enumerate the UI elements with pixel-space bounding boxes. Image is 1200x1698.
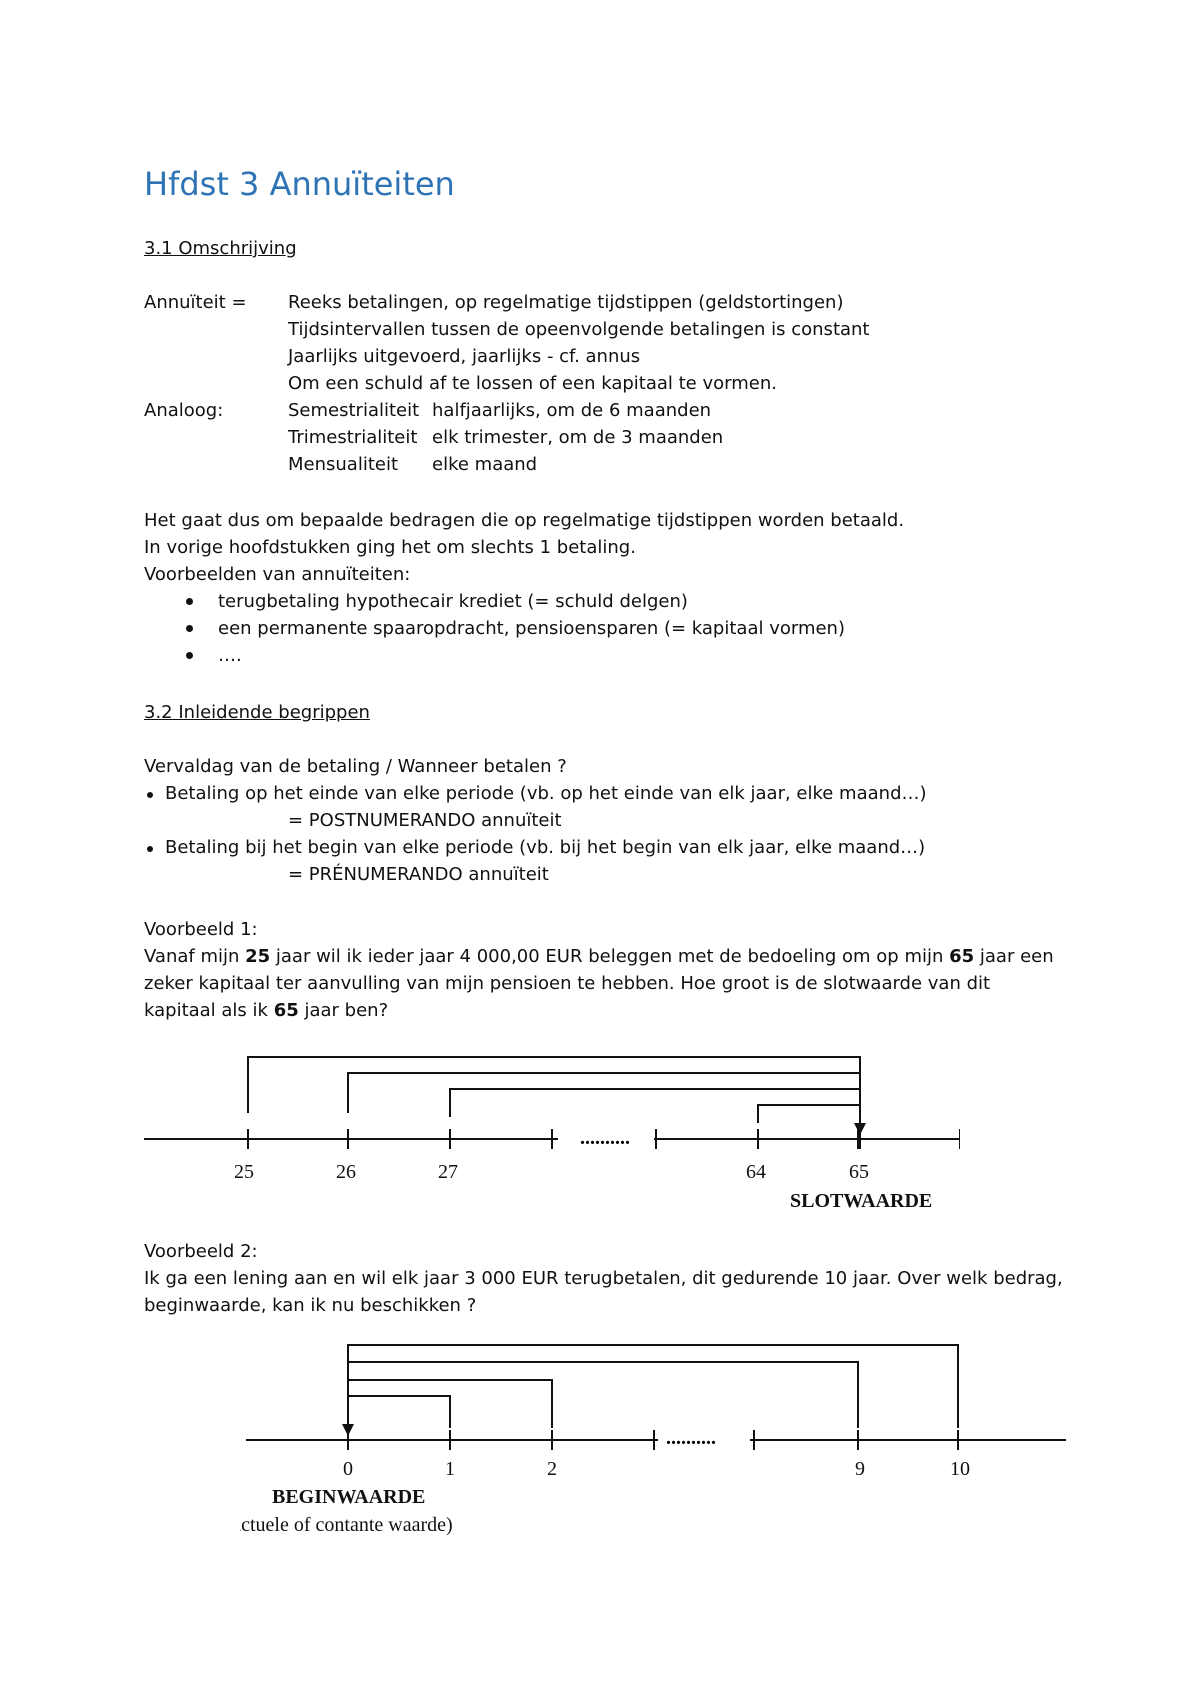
tick-label: 1 xyxy=(445,1458,455,1480)
payment-bracket xyxy=(348,1396,450,1428)
example-text: Vanaf mijn 25 jaar wil ik ieder jaar 4 000,00 EUR beleggen met de bedoeling om op mijn 65 jaar een xyxy=(144,946,1054,967)
example-label: Voorbeeld 1: xyxy=(144,919,258,940)
analog-name: Semestrialiteit xyxy=(288,400,420,421)
example-text: beginwaarde, kan ik nu beschikken ? xyxy=(144,1295,477,1316)
definition-line-4: Om een schuld af te lossen of een kapitaal te vormen. xyxy=(288,373,777,394)
example-text: kapitaal als ik 65 jaar ben? xyxy=(144,1000,389,1021)
annuity-term: Annuïteit = xyxy=(144,292,247,313)
timeline-diagram-beginwaarde xyxy=(240,1340,1070,1544)
list-item: …. xyxy=(218,645,242,666)
payment-bracket xyxy=(248,1057,860,1127)
bullet-icon xyxy=(186,652,193,659)
section-heading-3-2: 3.2 Inleidende begrippen xyxy=(144,702,370,723)
example-label: Voorbeeld 2: xyxy=(144,1241,258,1262)
tick-label: 10 xyxy=(950,1458,970,1480)
question: Vervaldag van de betaling / Wanneer betalen ? xyxy=(144,756,567,777)
timeline-diagram-slotwaarde xyxy=(140,1025,960,1234)
payment-bracket xyxy=(450,1089,860,1117)
ellipsis-dots: .......... xyxy=(666,1427,716,1449)
tick-label: 26 xyxy=(336,1161,356,1183)
definition-eq: = PRÉNUMERANDO annuïteit xyxy=(288,864,549,885)
analog-desc: elke maand xyxy=(432,454,538,475)
payment-bracket xyxy=(348,1073,860,1113)
example-text: zeker kapitaal ter aanvulling van mijn pensioen te hebben. Hoe groot is de slotwaarde van dit xyxy=(144,973,991,994)
payment-bracket xyxy=(758,1105,860,1123)
bullet-icon xyxy=(147,846,153,852)
analog-name: Trimestrialiteit xyxy=(288,427,418,448)
bullet-icon xyxy=(186,625,193,632)
tick-label: 27 xyxy=(438,1161,458,1183)
analog-name: Mensualiteit xyxy=(288,454,399,475)
tick-label: 9 xyxy=(855,1458,865,1480)
list-item: Betaling op het einde van elke periode (vb. op het einde van elk jaar, elke maand…) xyxy=(165,783,927,804)
definition-eq: = POSTNUMERANDO annuïteit xyxy=(288,810,562,831)
tick-label: 2 xyxy=(547,1458,557,1480)
paragraph: Het gaat dus om bepaalde bedragen die op regelmatige tijdstippen worden betaald. xyxy=(144,510,905,531)
result-label: SLOTWAARDE xyxy=(790,1190,933,1212)
definition-line-2: Tijdsintervallen tussen de opeenvolgende betalingen is constant xyxy=(288,319,870,340)
analog-desc: elk trimester, om de 3 maanden xyxy=(432,427,724,448)
definition-line-3: Jaarlijks uitgevoerd, jaarlijks - cf. annus xyxy=(288,346,641,367)
list-item: een permanente spaaropdracht, pensioensparen (= kapitaal vormen) xyxy=(218,618,845,639)
page-title: Hfdst 3 Annuïteiten xyxy=(144,165,455,203)
payment-bracket xyxy=(348,1345,958,1428)
result-label: BEGINWAARDE xyxy=(272,1486,426,1508)
definition-line-1: Reeks betalingen, op regelmatige tijdstippen (geldstortingen) xyxy=(288,292,844,313)
tick-label: 65 xyxy=(849,1161,869,1183)
section-heading-3-1: 3.1 Omschrijving xyxy=(144,238,297,259)
analog-desc: halfjaarlijks, om de 6 maanden xyxy=(432,400,712,421)
paragraph: In vorige hoofdstukken ging het om slechts 1 betaling. xyxy=(144,537,636,558)
ellipsis-dots: .......... xyxy=(580,1127,630,1149)
list-item: Betaling bij het begin van elke periode (vb. bij het begin van elk jaar, elke maand…) xyxy=(165,837,926,858)
analog-label: Analoog: xyxy=(144,400,224,421)
bullet-icon xyxy=(186,598,193,605)
tick-label: 25 xyxy=(234,1161,254,1183)
arrow-down-icon xyxy=(342,1424,354,1436)
paragraph: Voorbeelden van annuïteiten: xyxy=(144,564,411,585)
list-item: terugbetaling hypothecair krediet (= schuld delgen) xyxy=(218,591,688,612)
bullet-icon xyxy=(147,792,153,798)
tick-label: 64 xyxy=(746,1161,766,1183)
arrow-down-icon xyxy=(854,1123,866,1135)
example-text: Ik ga een lening aan en wil elk jaar 3 000 EUR terugbetalen, dit gedurende 10 jaar. Over welk bedrag, xyxy=(144,1268,1063,1289)
result-sublabel: (Actuele of contante waarde) xyxy=(240,1514,453,1536)
tick-label: 0 xyxy=(343,1458,353,1480)
